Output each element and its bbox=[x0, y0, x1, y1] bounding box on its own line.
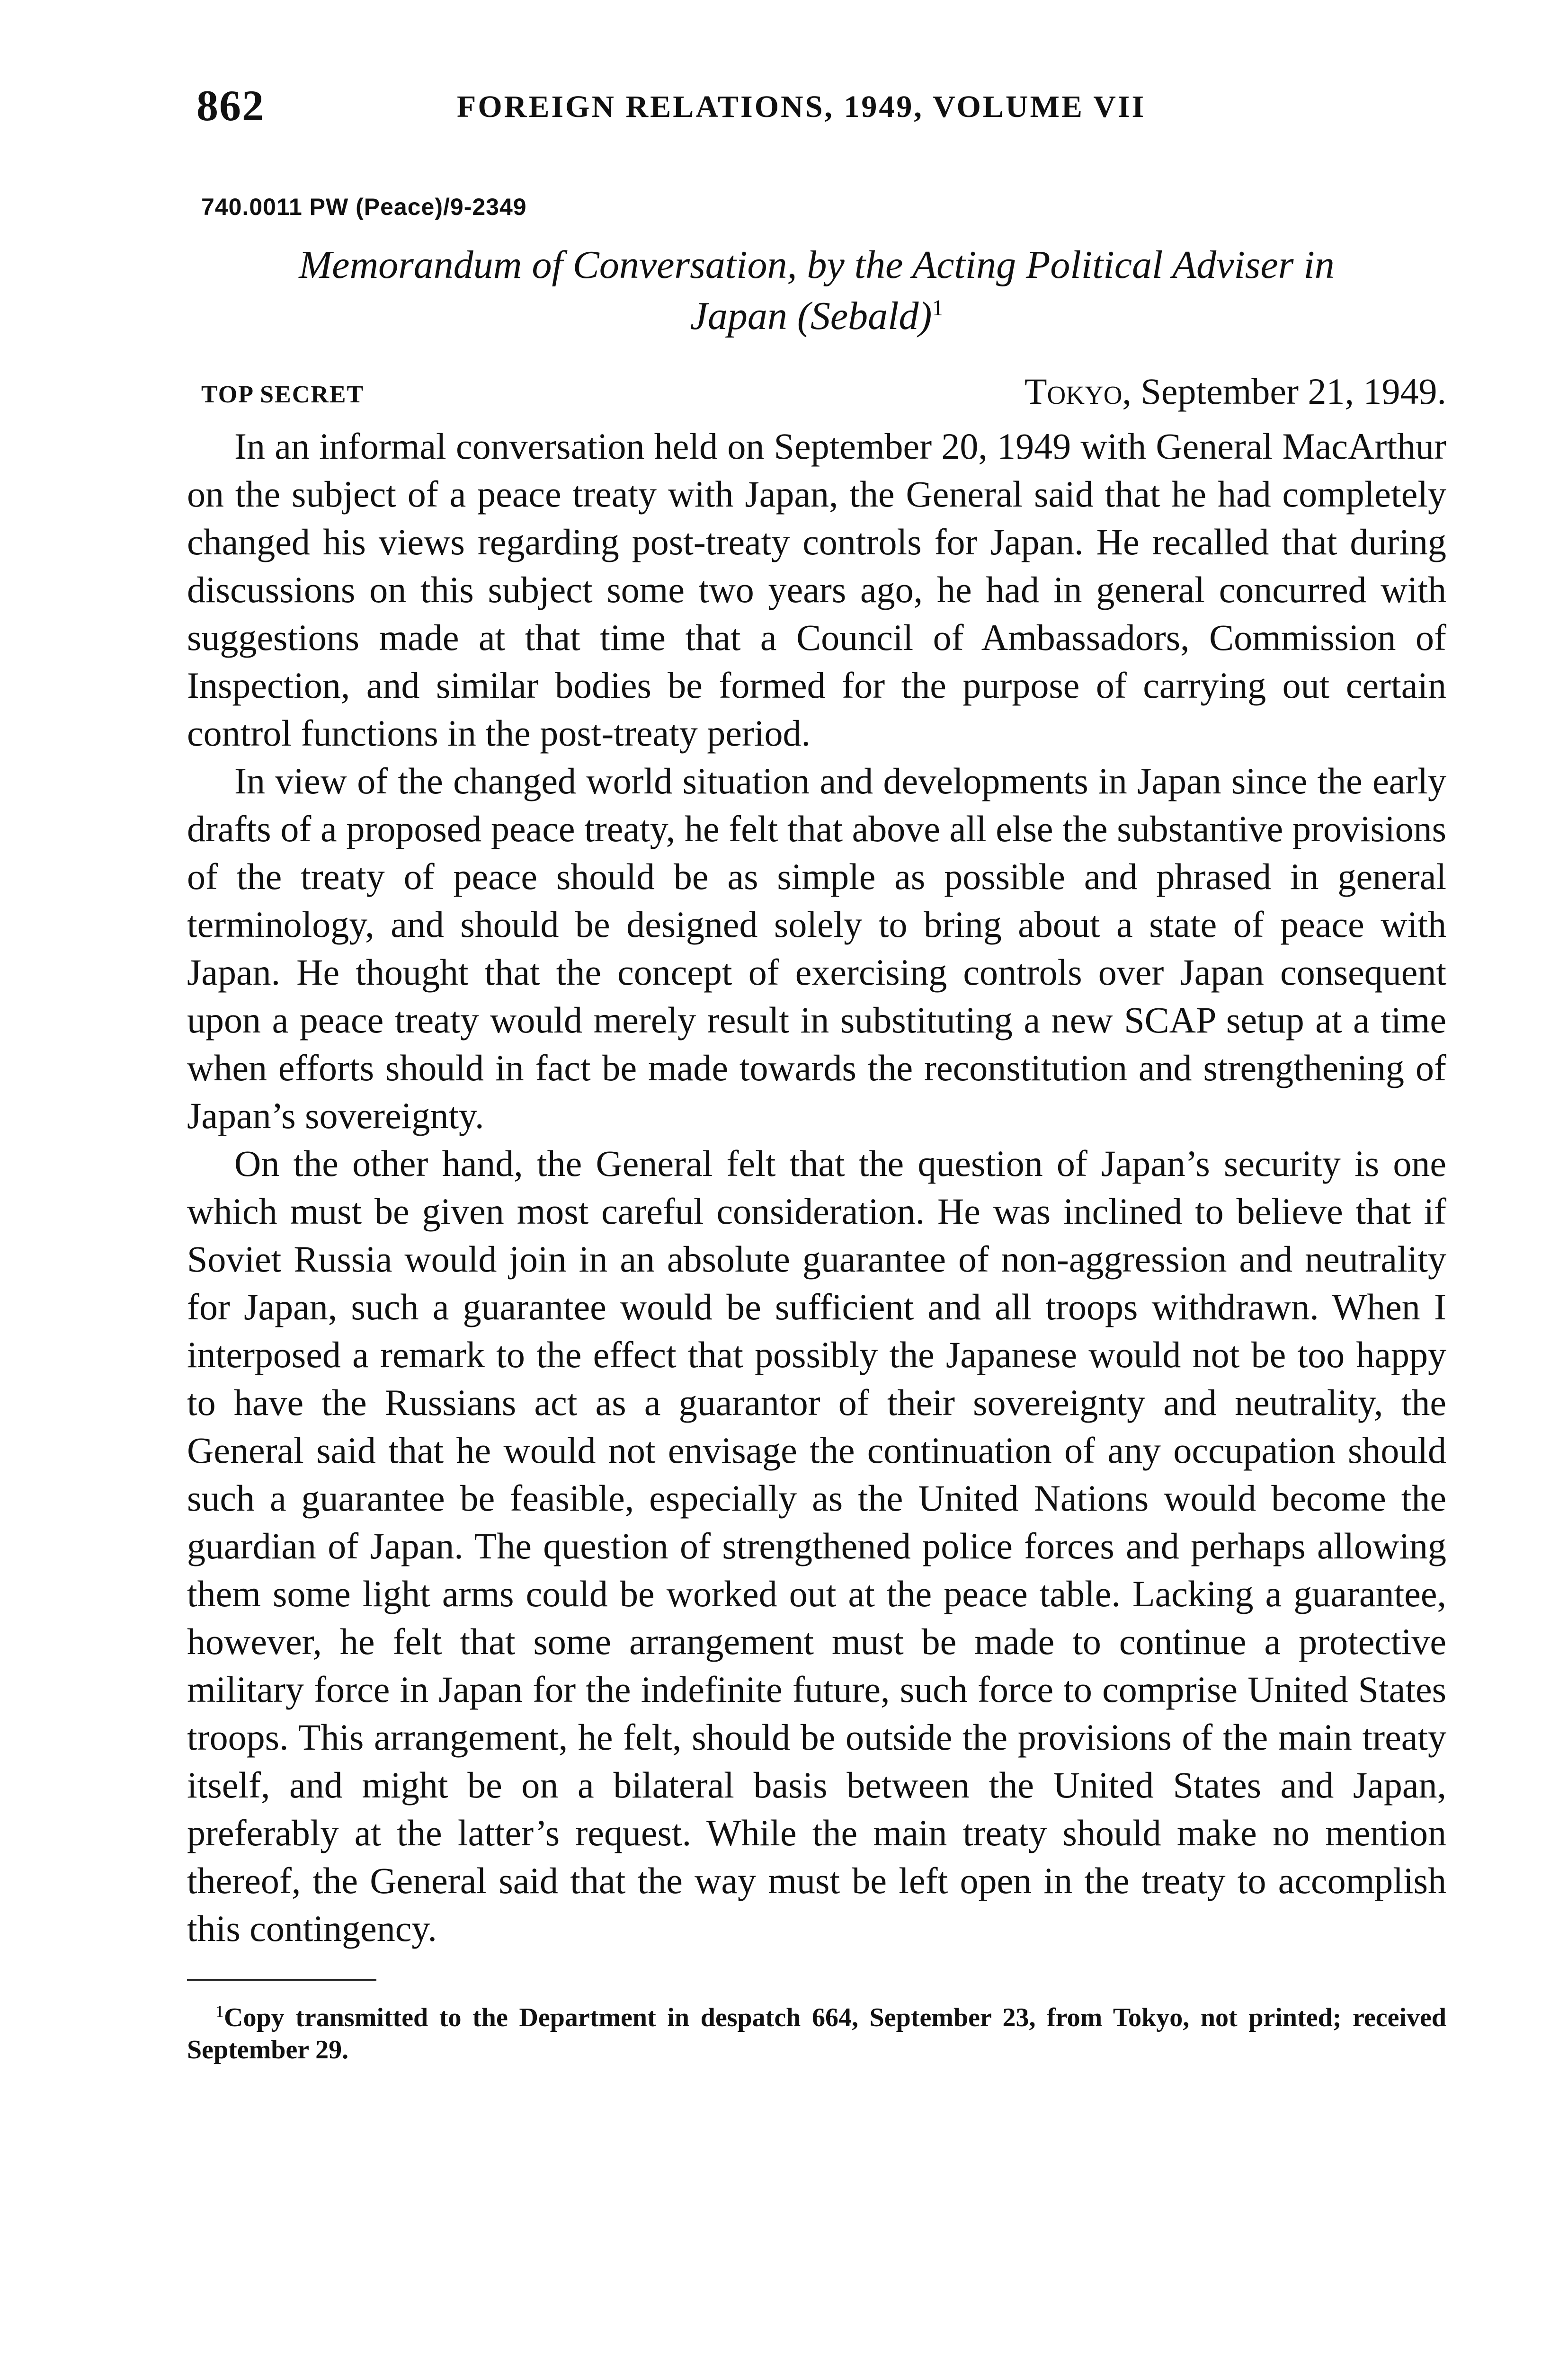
footnote-divider bbox=[187, 1979, 376, 1981]
footnote-text: Copy transmitted to the Department in despatch 664, September 23, from Tokyo, not printed; received September 29. bbox=[187, 2003, 1446, 2064]
memorandum-body bbox=[187, 422, 1446, 1952]
document-title-line-2-text: Japan (Sebald) bbox=[690, 294, 932, 338]
place: Tokyo, bbox=[1024, 371, 1131, 412]
document-title bbox=[187, 240, 1446, 342]
document-page bbox=[187, 80, 1446, 2066]
page-number: 862 bbox=[196, 81, 265, 130]
document-title-line-1: Memorandum of Conversation, by the Acting Political Adviser in bbox=[299, 243, 1335, 287]
date: September 21, 1949. bbox=[1131, 371, 1446, 412]
classification-label: TOP SECRET bbox=[201, 381, 365, 408]
paragraph-2: In view of the changed world situation and developments in Japan since the early drafts of a proposed peace treaty, he felt that above all else the substantive provisions of the treaty of peace should be as simple as possible and phrased in general terminology, and should be designed solely to bring about a state of peace with Japan. He thought that the concept of exercising controls over Japan consequent upon a peace treaty would merely result in substituting a new SCAP setup at a time when efforts should in fact be made towards the reconstitution and strengthening of Japan’s sovereignty. bbox=[187, 760, 1446, 1136]
place-and-date bbox=[1025, 370, 1446, 413]
file-reference: 740.0011 PW (Peace)/9-2349 bbox=[201, 194, 527, 220]
paragraph-3: On the other hand, the General felt that the question of Japan’s security is one which must be given most careful consideration. He was inclined to believe that if Soviet Russia would join in an absolute guarantee of non-aggression and neutrality for Japan, such a guarantee would be sufficient and all troops withdrawn. When I interposed a remark to the effect that possibly the Japanese would not be too happy to have the Russians act as a guarantor of their sovereignty and neutrality, the General said that he would not envisage the continuation of any occupation should such a guarantee be feasible, especially as the United Nations would become the guardian of Japan. The question of strengthened police forces and perhaps allowing them some light arms could be worked out at the peace table. Lacking a guarantee, however, he felt that some arrangement must be made to continue a protective military force in Japan for the indefinite future, such force to comprise United States troops. This arrangement, he felt, should be outside the provisions of the main treaty itself, and might be on a bilateral basis between the United States and Japan, preferably at the latter’s request. While the main treaty should make no mention thereof, the General said that the way must be left open in the treaty to accomplish this contingency. bbox=[187, 1143, 1446, 1949]
dateline bbox=[187, 370, 1446, 422]
series-title: FOREIGN RELATIONS, 1949, VOLUME VII bbox=[457, 89, 1146, 124]
footnote-1 bbox=[187, 2002, 1446, 2066]
document-title-line-2 bbox=[187, 291, 1446, 342]
paragraph-1: In an informal conversation held on September 20, 1949 with General MacArthur on the subject of a peace treaty with Japan, the General said that he had completely changed his views regarding post-treaty controls for Japan. He recalled that during discussions on this subject some two years ago, he had in general concurred with suggestions made at that time that a Council of Ambassadors, Commission of Inspection, and similar bodies be formed for the purpose of carrying out certain control functions in the post-treaty period. bbox=[187, 426, 1446, 754]
footnote-marker: 1 bbox=[215, 2002, 224, 2021]
running-head bbox=[187, 80, 1446, 137]
footnote-reference-marker[interactable]: 1 bbox=[932, 295, 944, 320]
